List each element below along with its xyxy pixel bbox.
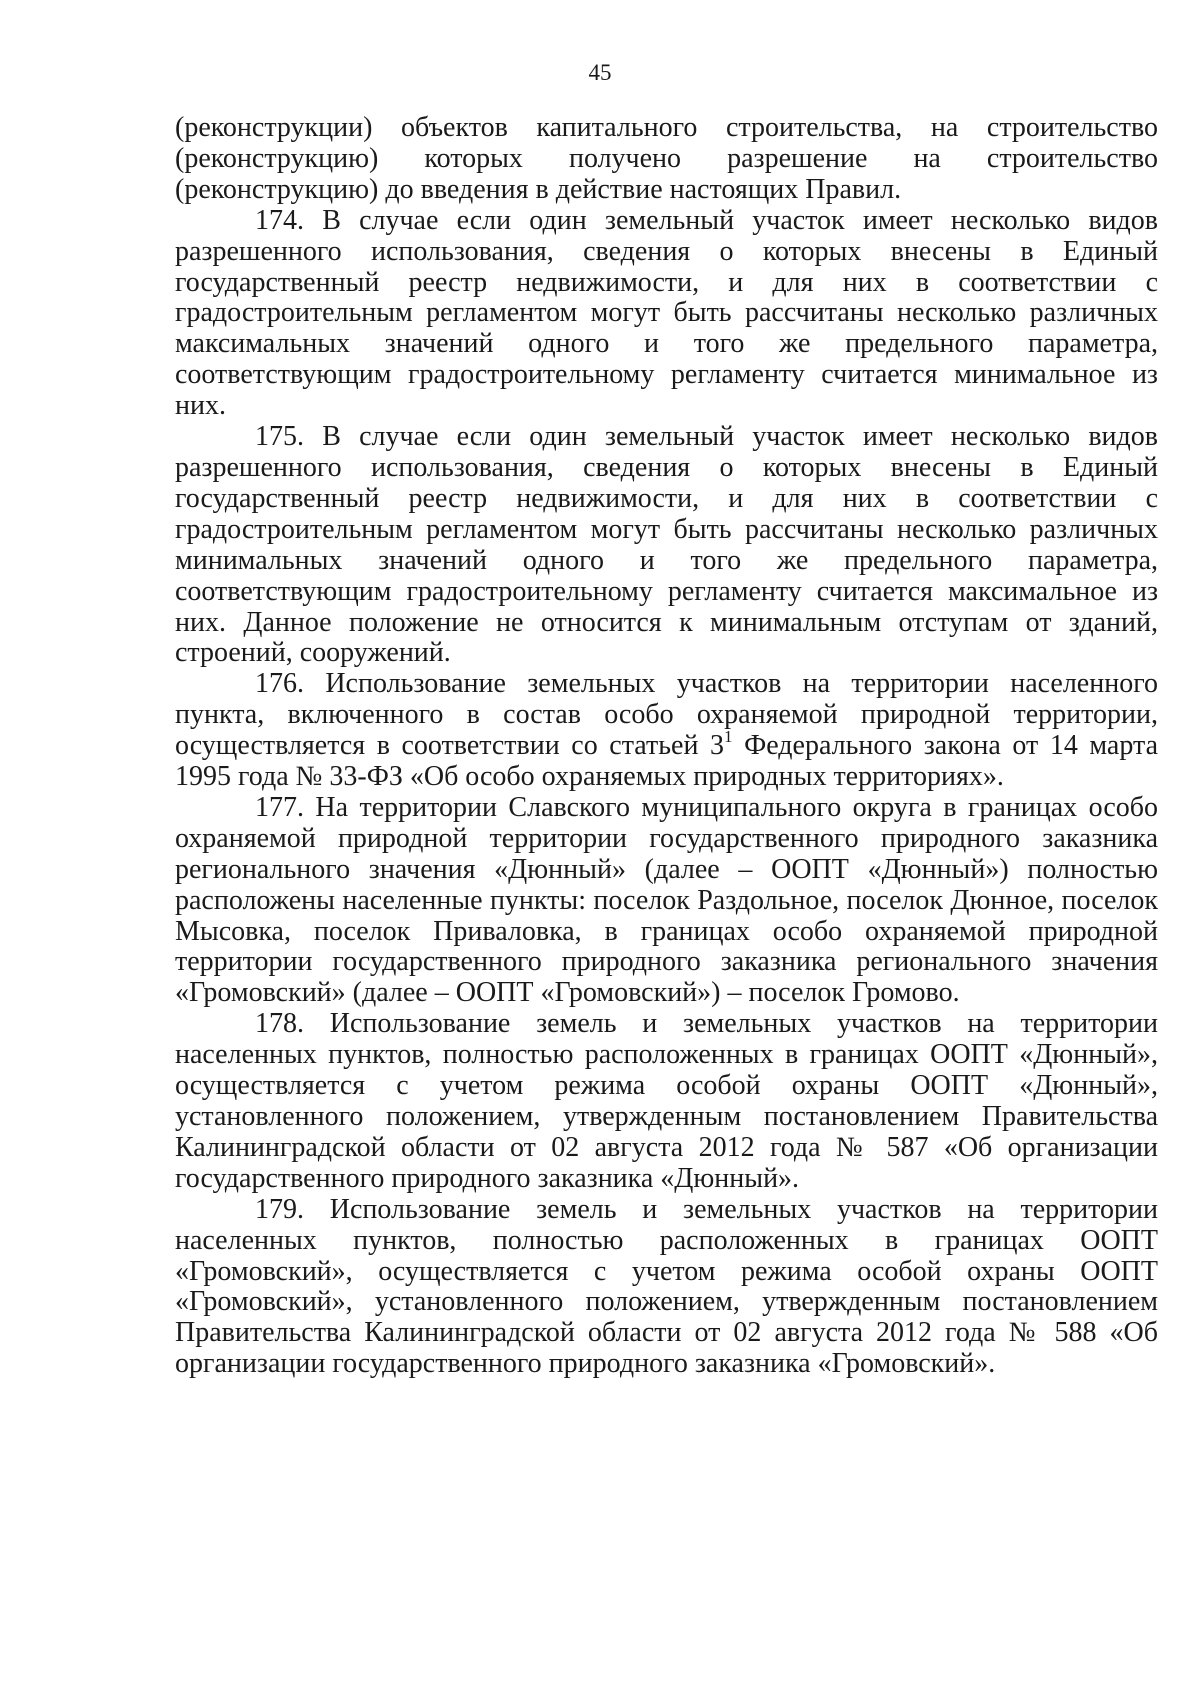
superscript-article-index: 1 [724, 727, 733, 747]
paragraph-176-text-before: 176. Использование земельных участков на территории населенного пункта, включенного в состав особо охраняемой природной территории, осуществляется в соответствии со статьей 3 [175, 668, 1158, 762]
paragraph-177: 177. На территории Славского муниципального округа в границах особо охраняемой природной территории государственного природного заказника регионального значения «Дюнный» (далее – ООПТ «Дюнный») полностью расположены населенные пункты: поселок Раздольное, поселок Дюнное, поселок Мысовка, поселок Приваловка, в границах особо охраняемой природной территории государственного природного заказника регионального значения «Громовский» (далее – ООПТ «Громовский») – поселок Громово. [175, 791, 1158, 1009]
paragraph-continuation: (реконструкции) объектов капитального строительства, на строительство (реконструкцию) которых получено разрешение на строительство (реконструкцию) до введения в действие настоящих Правил. [175, 112, 1158, 205]
paragraph-175: 175. В случае если один земельный участок имеет несколько видов разрешенного использования, сведения о которых внесены в Единый государственный реестр недвижимости, и для них в соответствии с градостроительным регламентом могут быть рассчитаны несколько различных минимальных значений одного и того же предельного параметра, соответствующим градостроительному регламенту считается максимальное из них. Данное положение не относится к минимальным отступам от зданий, строений, сооружений. [175, 421, 1158, 669]
paragraph-179: 179. Использование земель и земельных участков на территории населенных пунктов, полностью расположенных в границах ООПТ «Громовский», осуществляется с учетом режима особой охраны ООПТ «Громовский», установленного положением, утвержденным постановлением Правительства Калининградской области от 02 августа 2012 года № 588 «Об организации государственного природного заказника «Громовский». [175, 1193, 1158, 1380]
document-body [175, 113, 1158, 1380]
paragraph-178: 178. Использование земель и земельных участков на территории населенных пунктов, полностью расположенных в границах ООПТ «Дюнный», осуществляется с учетом режима особой охраны ООПТ «Дюнный», установленного положением, утвержденным постановлением Правительства Калининградской области от 02 августа 2012 года № 587 «Об организации государственного природного заказника «Дюнный». [175, 1008, 1158, 1194]
paragraph-176 [175, 669, 1158, 793]
paragraph-174: 174. В случае если один земельный участок имеет несколько видов разрешенного использования, сведения о которых внесены в Единый государственный реестр недвижимости, и для них в соответствии с градостроительным регламентом могут быть рассчитаны несколько различных максимальных значений одного и того же предельного параметра, соответствующим градостроительному регламенту считается минимальное из них. [175, 204, 1158, 422]
page-number: 45 [588, 60, 612, 85]
paragraph-176-text-after: Федерального закона от 14 марта 1995 года № 33-ФЗ «Об особо охраняемых природных территориях». [175, 730, 1158, 793]
